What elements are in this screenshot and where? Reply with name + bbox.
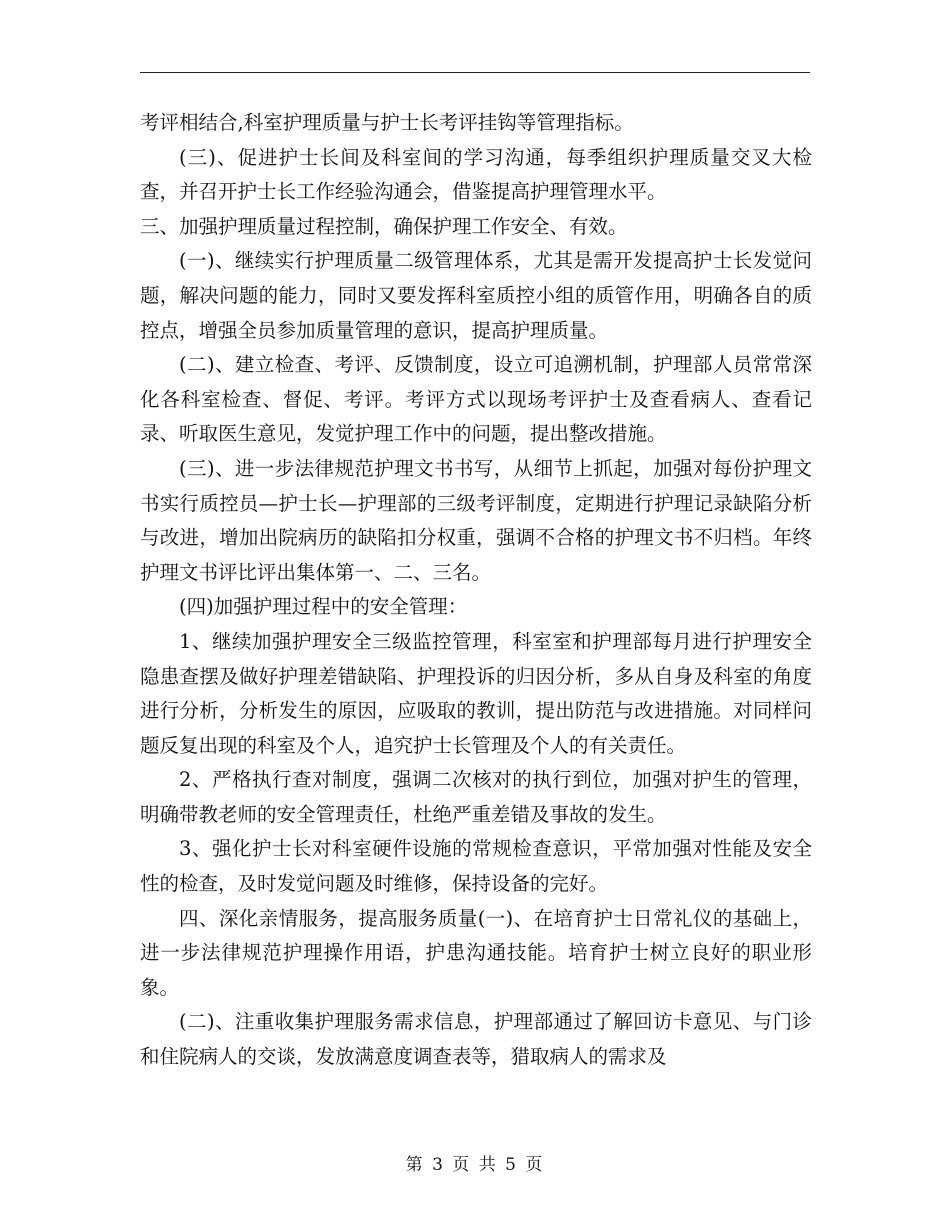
paragraph: 2、严格执行查对制度，强调二次核对的执行到位，加强对护生的管理，明确带教老师的安全管理责任，杜绝严重差错及事故的发生。 <box>140 768 812 826</box>
paragraph: (二)、注重收集护理服务需求信息，护理部通过了解回访卡意见、与门诊和住院病人的交谈，发放满意度调查表等，猎取病人的需求及 <box>140 1010 812 1069</box>
header-rule <box>140 72 810 73</box>
paragraph: (一)、继续实行护理质量二级管理体系，尤其是需开发提高护士长发觉问题，解决问题的能力，同时又要发挥科室质控小组的质管作用，明确各自的质控点，增强全员参加质量管理的意识，提高护理质量。 <box>140 249 812 342</box>
paragraph: (二)、建立检查、考评、反馈制度，设立可追溯机制，护理部人员常常深化各科室检查、督促、考评。考评方式以现场考评护士及查看病人、查看记录、听取医生意见，发觉护理工作中的问题，提出整改措施。 <box>140 353 812 446</box>
paragraph: 1、继续加强护理安全三级监控管理，科室室和护理部每月进行护理安全隐患查摆及做好护理差错缺陷、护理投诉的归因分析，多从自身及科室的角度进行分析，分析发生的原因，应吸取的教训，提出防范与改进措施。对同样问题反复出现的科室及个人，追究护士长管理及个人的有关责任。 <box>140 629 812 757</box>
page-footer: 第 3 页 共 5 页 <box>405 1155 545 1175</box>
paragraph: (三)、进一步法律规范护理文书书写，从细节上抓起，加强对每份护理文书实行质控员—护士长—护理部的三级考评制度，定期进行护理记录缺陷分析与改进，增加出院病历的缺陷扣分权重，强调不合格的护理文书不归档。年终护理文书评比评出集体第一、二、三名。 <box>140 456 812 584</box>
paragraph: 考评相结合,科室护理质量与护士长考评挂钩等管理指标。 <box>140 111 634 134</box>
paragraph: 三、加强护理质量过程控制，确保护理工作安全、有效。 <box>140 214 628 238</box>
paragraph: 3、强化护士长对科室硬件设施的常规检查意识，平常加强对性能及安全性的检查，及时发觉问题及时维修，保持设备的完好。 <box>140 837 812 896</box>
paragraph: 四、深化亲情服务，提高服务质量(一)、在培育护士日常礼仪的基础上，进一步法律规范护理操作用语，护患沟通技能。培育护士树立良好的职业形象。 <box>140 906 812 999</box>
document-body <box>140 106 812 1075</box>
paragraph: (四)加强护理过程中的安全管理： <box>179 595 468 619</box>
paragraph: (三)、促进护士长间及科室间的学习沟通，每季组织护理质量交叉大检查，并召开护士长工作经验沟通会，借鉴提高护理管理水平。 <box>140 145 812 204</box>
